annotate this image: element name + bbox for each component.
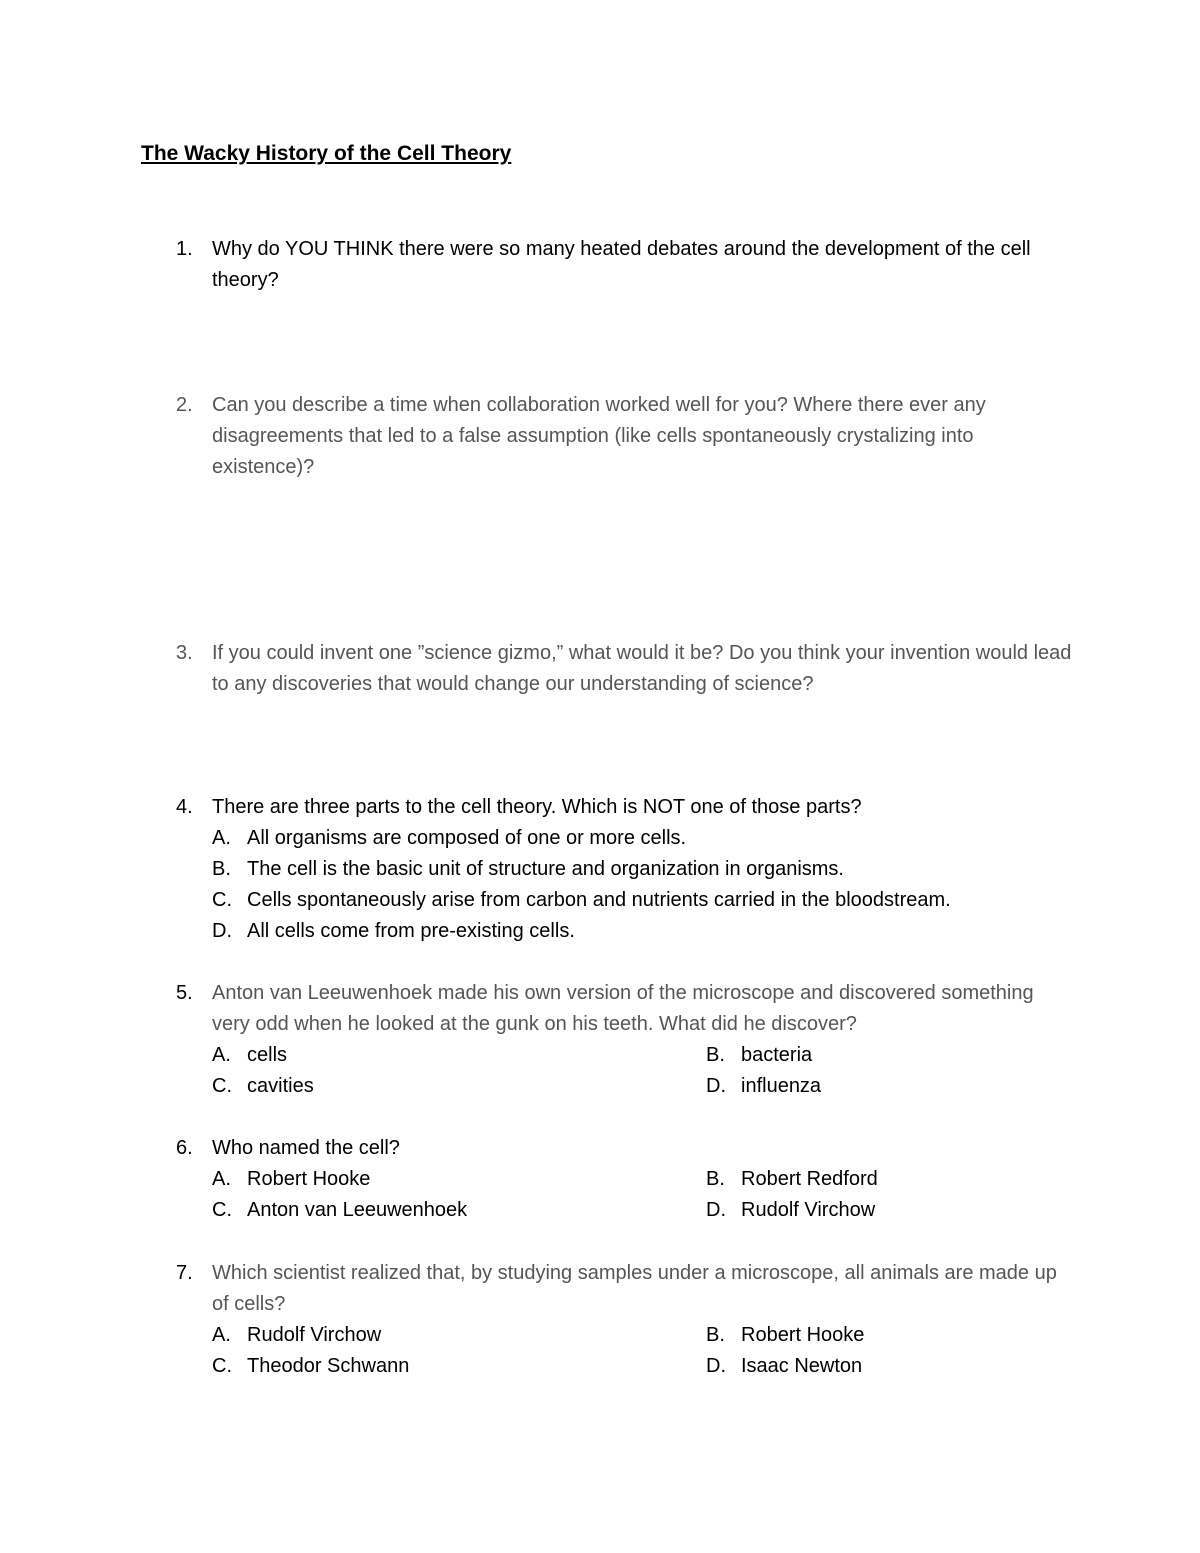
question-6 <box>176 1133 1076 1226</box>
option-text: The cell is the basic unit of structure and organization in organisms. <box>247 858 844 880</box>
option-letter: D. <box>212 920 232 942</box>
option-c <box>212 1195 706 1226</box>
option-d <box>706 1071 1066 1102</box>
option-d <box>706 1195 1066 1226</box>
option-letter: B. <box>212 858 231 880</box>
option-a <box>212 1320 706 1351</box>
option-b <box>212 854 1076 885</box>
option-letter: C. <box>212 889 232 911</box>
option-d <box>212 916 1076 947</box>
option-text: Theodor Schwann <box>247 1355 410 1377</box>
option-letter: A. <box>212 1324 231 1346</box>
option-a <box>212 1040 706 1071</box>
option-letter: B. <box>706 1044 725 1066</box>
question-text: Can you describe a time when collaboration worked well for you? Where there ever any disagreements that led to a false assumption (like cells spontaneously crystalizing into existence)? <box>212 394 986 478</box>
question-number: 1. <box>176 238 193 260</box>
option-letter: C. <box>212 1355 232 1377</box>
option-text: cells <box>247 1044 288 1066</box>
question-7 <box>176 1258 1076 1382</box>
option-letter: C. <box>212 1075 232 1097</box>
option-text: bacteria <box>741 1044 813 1066</box>
option-letter: D. <box>706 1199 726 1221</box>
question-text: There are three parts to the cell theory. Which is NOT one of those parts? <box>212 796 862 818</box>
question-5 <box>176 978 1076 1102</box>
option-text: All cells come from pre-existing cells. <box>247 920 575 942</box>
option-b <box>706 1320 1066 1351</box>
option-a <box>212 1164 706 1195</box>
option-c <box>212 1351 706 1382</box>
option-d <box>706 1351 1066 1382</box>
option-text: Cells spontaneously arise from carbon and nutrients carried in the bloodstream. <box>247 889 951 911</box>
option-letter: A. <box>212 1168 231 1190</box>
question-text: Why do YOU THINK there were so many heated debates around the development of the cell theory? <box>212 238 1031 291</box>
question-text: Anton van Leeuwenhoek made his own version of the microscope and discovered something very odd when he looked at the gunk on his teeth. What did he discover? <box>212 982 1034 1035</box>
question-1 <box>176 234 1076 296</box>
question-number: 6. <box>176 1137 193 1159</box>
option-text: cavities <box>247 1075 314 1097</box>
option-letter: A. <box>212 1044 231 1066</box>
option-text: influenza <box>741 1075 822 1097</box>
option-text: Rudolf Virchow <box>247 1324 382 1346</box>
option-c <box>212 885 1076 916</box>
option-text: Robert Hooke <box>247 1168 371 1190</box>
question-number: 5. <box>176 982 193 1004</box>
option-text: All organisms are composed of one or more cells. <box>247 827 687 849</box>
option-letter: D. <box>706 1075 726 1097</box>
option-text: Rudolf Virchow <box>741 1199 876 1221</box>
option-b <box>706 1040 1066 1071</box>
option-letter: B. <box>706 1168 725 1190</box>
answer-options <box>212 1320 1076 1382</box>
option-b <box>706 1164 1066 1195</box>
question-2 <box>176 390 1076 483</box>
option-c <box>212 1071 706 1102</box>
question-4 <box>176 792 1076 947</box>
question-number: 3. <box>176 642 193 664</box>
question-number: 4. <box>176 796 193 818</box>
option-letter: D. <box>706 1355 726 1377</box>
option-letter: A. <box>212 827 231 849</box>
question-text: Who named the cell? <box>212 1137 400 1159</box>
question-text: If you could invent one ”science gizmo,” what would it be? Do you think your invention would lead to any discoveries that would change our understanding of science? <box>212 642 1072 695</box>
question-3 <box>176 638 1076 700</box>
answer-options <box>212 1040 1076 1102</box>
question-number: 2. <box>176 394 193 416</box>
answer-options <box>212 823 1076 947</box>
question-number: 7. <box>176 1262 193 1284</box>
option-text: Robert Redford <box>741 1168 878 1190</box>
option-letter: B. <box>706 1324 725 1346</box>
document-title: The Wacky History of the Cell Theory <box>141 142 512 165</box>
option-text: Isaac Newton <box>741 1355 863 1377</box>
option-text: Robert Hooke <box>741 1324 865 1346</box>
answer-options <box>212 1164 1076 1226</box>
option-a <box>212 823 1076 854</box>
option-letter: C. <box>212 1199 232 1221</box>
option-text: Anton van Leeuwenhoek <box>247 1199 468 1221</box>
question-text: Which scientist realized that, by studying samples under a microscope, all animals are made up of cells? <box>212 1262 1057 1315</box>
